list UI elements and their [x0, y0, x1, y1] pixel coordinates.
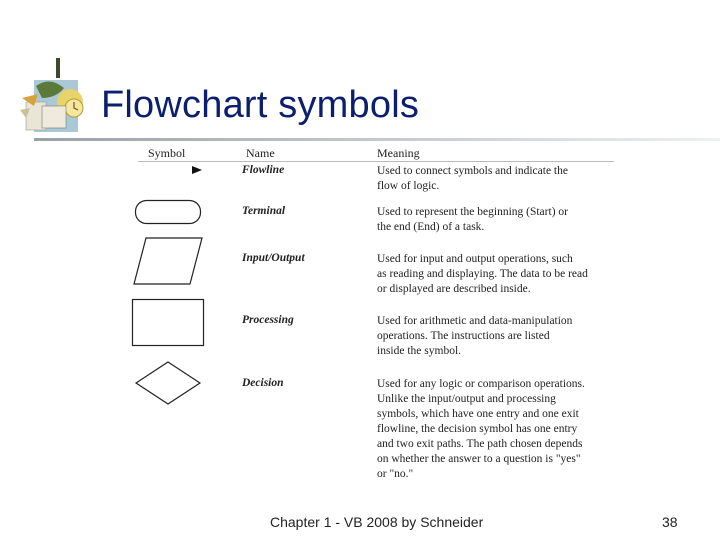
meaning-line: on whether the answer to a question is "yes"	[377, 453, 581, 465]
decision-diamond-icon	[134, 360, 202, 406]
row-meaning-terminal	[377, 205, 617, 235]
meaning-line: and two exit paths. The path chosen depends	[377, 438, 583, 450]
meaning-line: Unlike the input/output and processing	[377, 393, 556, 405]
header-underline	[138, 161, 614, 162]
meaning-line: Used to connect symbols and indicate the	[377, 165, 568, 177]
processing-rectangle-icon	[131, 298, 205, 348]
row-meaning-decision	[377, 377, 617, 482]
meaning-line: Used for arithmetic and data-manipulation	[377, 315, 573, 327]
meaning-line: inside the symbol.	[377, 345, 462, 357]
meaning-line: Used for input and output operations, such	[377, 253, 573, 265]
terminal-rounded-rectangle-icon	[134, 199, 202, 225]
row-name-terminal: Terminal	[242, 205, 286, 217]
slide-title: Flowchart symbols	[101, 84, 420, 126]
meaning-line: flow of logic.	[377, 180, 440, 192]
row-meaning-processing	[377, 314, 617, 359]
meaning-line: or displayed are described inside.	[377, 283, 531, 295]
row-meaning-flowline	[377, 164, 617, 194]
meaning-line: Used for any logic or comparison operations.	[377, 378, 585, 390]
header-meaning: Meaning	[377, 146, 420, 160]
meaning-line: the end (End) of a task.	[377, 221, 485, 233]
row-meaning-input-output	[377, 252, 617, 297]
row-name-decision: Decision	[242, 377, 284, 389]
meaning-line: flowline, the decision symbol has one entry	[377, 423, 578, 435]
meaning-line: operations. The instructions are listed	[377, 330, 550, 342]
flowline-arrowhead-icon	[190, 165, 204, 175]
page-number: 38	[662, 514, 678, 530]
row-name-flowline: Flowline	[242, 164, 285, 176]
input-output-parallelogram-icon	[132, 236, 204, 286]
meaning-line: Used to represent the beginning (Start) or	[377, 206, 568, 218]
row-name-processing: Processing	[242, 314, 294, 326]
header-symbol: Symbol	[148, 146, 186, 160]
header-name: Name	[246, 146, 275, 160]
footer-text: Chapter 1 - VB 2008 by Schneider	[270, 514, 484, 530]
meaning-line: symbols, which have one entry and one exit	[377, 408, 579, 420]
meaning-line: or "no."	[377, 468, 414, 480]
meaning-line: as reading and displaying. The data to be read	[377, 268, 588, 280]
row-name-input-output: Input/Output	[242, 252, 305, 264]
